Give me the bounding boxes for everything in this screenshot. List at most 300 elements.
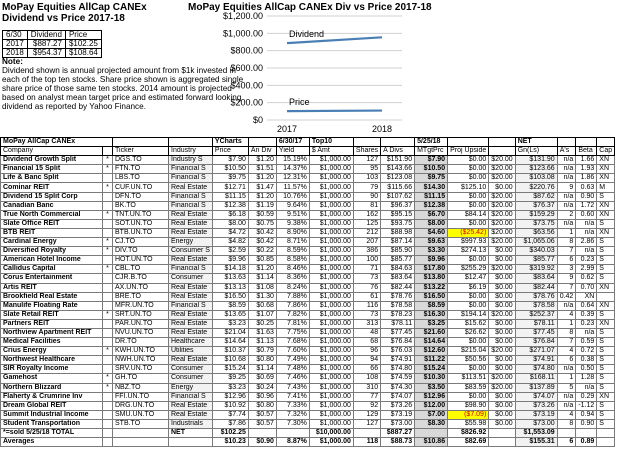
- shares-cell[interactable]: 310: [353, 383, 380, 392]
- avg-gain-loss[interactable]: $155.31: [515, 438, 557, 447]
- ticker-cell[interactable]: LBS.TO: [113, 174, 169, 183]
- price-cell[interactable]: $4.82: [212, 238, 248, 247]
- yield-cell[interactable]: 7.30%: [276, 419, 309, 428]
- cap-cell[interactable]: S: [597, 238, 615, 247]
- upside-extra-cell[interactable]: $20.00: [489, 165, 515, 174]
- ticker-cell[interactable]: DFN.TO: [113, 192, 169, 201]
- price-cell[interactable]: $10.92: [212, 401, 248, 410]
- yield-cell[interactable]: 7.33%: [276, 401, 309, 410]
- price-cell[interactable]: $12.38: [212, 201, 248, 210]
- beta-cell[interactable]: 0.38: [576, 356, 597, 365]
- company-cell[interactable]: Brookfield Real Estate: [1, 292, 103, 301]
- sheet-column-header[interactable]: A Divs: [381, 147, 415, 156]
- annual-div-cell[interactable]: $0.24: [248, 383, 276, 392]
- company-cell[interactable]: Cominar REIT: [1, 183, 103, 192]
- sold-mark-cell[interactable]: [103, 419, 113, 428]
- shares-cell[interactable]: 90: [353, 192, 380, 201]
- target-price-cell[interactable]: $9.63: [415, 238, 448, 247]
- upside-extra-cell[interactable]: $0.00: [489, 338, 515, 347]
- sold-mark-cell[interactable]: *: [103, 210, 113, 219]
- target-price-cell[interactable]: $11.22: [415, 356, 448, 365]
- annual-divs-cell[interactable]: $115.66: [381, 183, 415, 192]
- target-price-cell[interactable]: $13.80: [415, 274, 448, 283]
- annual-divs-cell[interactable]: $87.14: [381, 238, 415, 247]
- amount-cell[interactable]: $1,000.00: [309, 165, 353, 174]
- gain-loss-cell[interactable]: $78.58: [515, 301, 557, 310]
- upside-extra-cell[interactable]: $0.00: [489, 283, 515, 292]
- amount-cell[interactable]: $1,000.00: [309, 247, 353, 256]
- beta-cell[interactable]: 0.23: [576, 319, 597, 328]
- sold-mark-cell[interactable]: [103, 228, 113, 237]
- sold-mark-cell[interactable]: [103, 356, 113, 365]
- proj-upside-cell[interactable]: $0.00: [448, 338, 489, 347]
- upside-extra-cell[interactable]: $20.00: [489, 201, 515, 210]
- gain-loss-cell[interactable]: $271.07: [515, 347, 557, 356]
- shares-cell[interactable]: 212: [353, 228, 380, 237]
- analysts-cell[interactable]: n/a: [557, 174, 576, 183]
- ticker-cell[interactable]: DGS.TO: [113, 156, 169, 165]
- empty-cell[interactable]: [353, 429, 380, 438]
- sheet-header-cell[interactable]: [353, 138, 380, 147]
- upside-extra-cell[interactable]: $20.00: [489, 383, 515, 392]
- summary-cell[interactable]: $887.27: [27, 40, 65, 49]
- cap-cell[interactable]: M: [597, 183, 615, 192]
- company-cell[interactable]: Flaherty & Crumrine Inv: [1, 392, 103, 401]
- proj-upside-cell[interactable]: $84.14: [448, 210, 489, 219]
- annual-div-cell[interactable]: $0.79: [248, 347, 276, 356]
- ticker-cell[interactable]: SRV.UN.TO: [113, 365, 169, 374]
- annual-div-cell[interactable]: $0.69: [248, 374, 276, 383]
- annual-divs-cell[interactable]: $73.26: [381, 401, 415, 410]
- annual-divs-cell[interactable]: $123.08: [381, 174, 415, 183]
- annual-divs-cell[interactable]: $82.44: [381, 283, 415, 292]
- empty-cell[interactable]: [169, 438, 213, 447]
- yield-cell[interactable]: 7.60%: [276, 347, 309, 356]
- company-cell[interactable]: Northwest Healthcare: [1, 356, 103, 365]
- ticker-cell[interactable]: PAR.UN.TO: [113, 319, 169, 328]
- proj-upside-cell[interactable]: $0.00: [448, 174, 489, 183]
- annual-div-cell[interactable]: $0.25: [248, 319, 276, 328]
- proj-upside-cell[interactable]: $215.04: [448, 347, 489, 356]
- ticker-cell[interactable]: CJR.B.TO: [113, 274, 169, 283]
- sheet-header-cell[interactable]: [576, 138, 597, 147]
- annual-div-cell[interactable]: $0.42: [248, 228, 276, 237]
- cap-cell[interactable]: XN: [597, 201, 615, 210]
- sold-mark-cell[interactable]: *: [103, 310, 113, 319]
- shares-cell[interactable]: 76: [353, 283, 380, 292]
- beta-cell[interactable]: 0.70: [576, 283, 597, 292]
- proj-upside-cell[interactable]: $997.93: [448, 238, 489, 247]
- amount-cell[interactable]: $1,000.00: [309, 347, 353, 356]
- industry-cell[interactable]: Real Estate: [169, 219, 213, 228]
- amount-cell[interactable]: $1,000.00: [309, 419, 353, 428]
- price-cell[interactable]: $8.59: [212, 301, 248, 310]
- sold-mark-cell[interactable]: *: [103, 165, 113, 174]
- analysts-cell[interactable]: n/a: [557, 401, 576, 410]
- cap-cell[interactable]: S: [597, 401, 615, 410]
- target-price-cell[interactable]: $7.90: [415, 156, 448, 165]
- shares-cell[interactable]: 207: [353, 238, 380, 247]
- annual-divs-cell[interactable]: $78.23: [381, 310, 415, 319]
- analysts-cell[interactable]: 7: [557, 283, 576, 292]
- analysts-cell[interactable]: 8: [557, 238, 576, 247]
- yield-cell[interactable]: 7.46%: [276, 374, 309, 383]
- yield-cell[interactable]: 15.19%: [276, 156, 309, 165]
- proj-upside-cell[interactable]: $0.00: [448, 292, 489, 301]
- analysts-cell[interactable]: 8: [557, 328, 576, 337]
- industry-cell[interactable]: Real Estate: [169, 410, 213, 419]
- ticker-cell[interactable]: DR.TO: [113, 338, 169, 347]
- cap-cell[interactable]: XN: [597, 165, 615, 174]
- shares-cell[interactable]: 116: [353, 301, 380, 310]
- cap-cell[interactable]: S: [597, 419, 615, 428]
- gain-loss-cell[interactable]: $74.07: [515, 392, 557, 401]
- sold-mark-cell[interactable]: [103, 328, 113, 337]
- shares-cell[interactable]: 79: [353, 183, 380, 192]
- target-price-cell[interactable]: $9.75: [415, 174, 448, 183]
- gain-loss-cell[interactable]: $83.64: [515, 274, 557, 283]
- proj-upside-cell[interactable]: $15.62: [448, 319, 489, 328]
- amount-cell[interactable]: $1,000.00: [309, 301, 353, 310]
- annual-div-cell[interactable]: $0.57: [248, 410, 276, 419]
- beta-cell[interactable]: 0.94: [576, 410, 597, 419]
- ticker-cell[interactable]: CUF.UN.TO: [113, 183, 169, 192]
- amount-cell[interactable]: $1,000.00: [309, 319, 353, 328]
- yield-cell[interactable]: 7.82%: [276, 310, 309, 319]
- yield-cell[interactable]: 8.90%: [276, 228, 309, 237]
- company-cell[interactable]: Callidus Capital: [1, 265, 103, 274]
- amount-cell[interactable]: $1,000.00: [309, 183, 353, 192]
- analysts-cell[interactable]: 7: [557, 338, 576, 347]
- shares-cell[interactable]: 103: [353, 174, 380, 183]
- company-cell[interactable]: SIR Royalty Income: [1, 365, 103, 374]
- avg-yield[interactable]: 8.87%: [276, 438, 309, 447]
- sold-mark-cell[interactable]: *: [103, 265, 113, 274]
- empty-cell[interactable]: [557, 429, 576, 438]
- cap-cell[interactable]: S: [597, 328, 615, 337]
- gain-loss-cell[interactable]: $340.03: [515, 247, 557, 256]
- industry-cell[interactable]: Real Estate: [169, 356, 213, 365]
- upside-extra-cell[interactable]: $0.00: [489, 247, 515, 256]
- beta-cell[interactable]: 1.28: [576, 374, 597, 383]
- gain-loss-cell[interactable]: $220.76: [515, 183, 557, 192]
- price-cell[interactable]: $7.74: [212, 410, 248, 419]
- annual-divs-cell[interactable]: $74.59: [381, 374, 415, 383]
- yield-cell[interactable]: 8.58%: [276, 256, 309, 265]
- cap-cell[interactable]: S: [597, 247, 615, 256]
- cap-cell[interactable]: S: [597, 192, 615, 201]
- sold-mark-cell[interactable]: [103, 192, 113, 201]
- price-cell[interactable]: $8.00: [212, 219, 248, 228]
- shares-cell[interactable]: 96: [353, 347, 380, 356]
- cap-cell[interactable]: S: [597, 274, 615, 283]
- industry-cell[interactable]: Energy: [169, 238, 213, 247]
- analysts-cell[interactable]: 4: [557, 347, 576, 356]
- ticker-cell[interactable]: NVU.UN.TO: [113, 328, 169, 337]
- company-cell[interactable]: Slate Retail REIT: [1, 310, 103, 319]
- beta-cell[interactable]: XN: [576, 292, 597, 301]
- sold-mark-cell[interactable]: [103, 292, 113, 301]
- price-cell[interactable]: $21.04: [212, 328, 248, 337]
- industry-cell[interactable]: Financial S: [169, 201, 213, 210]
- shares-cell[interactable]: 127: [353, 419, 380, 428]
- proj-upside-cell[interactable]: $0.00: [448, 301, 489, 310]
- sheet-column-header[interactable]: Ticker: [113, 147, 169, 156]
- upside-extra-cell[interactable]: $20.00: [489, 228, 515, 237]
- cap-cell[interactable]: S: [597, 365, 615, 374]
- proj-upside-cell[interactable]: ($7.09): [448, 410, 489, 419]
- sheet-column-header[interactable]: A's: [557, 147, 576, 156]
- upside-extra-cell[interactable]: $0.00: [489, 256, 515, 265]
- analysts-cell[interactable]: 1: [557, 228, 576, 237]
- analysts-cell[interactable]: 1: [557, 374, 576, 383]
- analysts-cell[interactable]: 1: [557, 319, 576, 328]
- cap-cell[interactable]: XN: [597, 174, 615, 183]
- shares-cell[interactable]: 61: [353, 292, 380, 301]
- analysts-cell[interactable]: n/a: [557, 301, 576, 310]
- annual-divs-cell[interactable]: $74.30: [381, 383, 415, 392]
- company-cell[interactable]: Northern Blizzard: [1, 383, 103, 392]
- industry-cell[interactable]: Consumer: [169, 365, 213, 374]
- amount-cell[interactable]: $1,000.00: [309, 310, 353, 319]
- sheet-column-header[interactable]: Proj Upside: [448, 147, 489, 156]
- amount-cell[interactable]: $1,000.00: [309, 392, 353, 401]
- sheet-header-cell[interactable]: [248, 138, 276, 147]
- amount-cell[interactable]: $1,000.00: [309, 383, 353, 392]
- analysts-cell[interactable]: 8: [557, 419, 576, 428]
- annual-div-cell[interactable]: $0.57: [248, 419, 276, 428]
- annual-divs-cell[interactable]: $74.80: [381, 365, 415, 374]
- amount-cell[interactable]: $1,000.00: [309, 292, 353, 301]
- annual-div-cell[interactable]: $0.80: [248, 356, 276, 365]
- yield-cell[interactable]: 11.57%: [276, 183, 309, 192]
- shares-cell[interactable]: 48: [353, 328, 380, 337]
- ticker-cell[interactable]: BRE.TO: [113, 292, 169, 301]
- avg-shares[interactable]: 118: [353, 438, 380, 447]
- sold-mark-cell[interactable]: [103, 392, 113, 401]
- cap-cell[interactable]: S: [597, 374, 615, 383]
- price-cell[interactable]: $13.63: [212, 274, 248, 283]
- ticker-cell[interactable]: SMU.UN.TO: [113, 410, 169, 419]
- analysts-cell[interactable]: 5: [557, 383, 576, 392]
- analysts-cell[interactable]: n/a: [557, 165, 576, 174]
- sheet-header-cell[interactable]: Top10: [309, 138, 353, 147]
- price-cell[interactable]: $6.18: [212, 210, 248, 219]
- target-price-cell[interactable]: $16.30: [415, 310, 448, 319]
- totals-net-label[interactable]: NET: [169, 429, 213, 438]
- annual-div-cell[interactable]: $0.59: [248, 210, 276, 219]
- amount-cell[interactable]: $1,000.00: [309, 219, 353, 228]
- price-cell[interactable]: $9.25: [212, 374, 248, 383]
- yield-cell[interactable]: 8.59%: [276, 247, 309, 256]
- company-cell[interactable]: Diversified Royalty: [1, 247, 103, 256]
- gain-loss-cell[interactable]: $168.11: [515, 374, 557, 383]
- sold-mark-cell[interactable]: [103, 174, 113, 183]
- industry-cell[interactable]: Industrials: [169, 419, 213, 428]
- empty-cell[interactable]: [103, 438, 113, 447]
- analysts-cell[interactable]: 3: [557, 265, 576, 274]
- annual-div-cell[interactable]: $1.14: [248, 365, 276, 374]
- shares-cell[interactable]: 66: [353, 365, 380, 374]
- sold-mark-cell[interactable]: [103, 283, 113, 292]
- cap-cell[interactable]: XN: [597, 283, 615, 292]
- company-cell[interactable]: Canadian Banc: [1, 201, 103, 210]
- proj-upside-cell[interactable]: $0.00: [448, 219, 489, 228]
- price-cell[interactable]: $9.96: [212, 256, 248, 265]
- sheet-column-header[interactable]: Cap: [597, 147, 615, 156]
- yield-cell[interactable]: 9.51%: [276, 210, 309, 219]
- empty-cell[interactable]: [103, 429, 113, 438]
- beta-cell[interactable]: 0.29: [576, 392, 597, 401]
- analysts-cell[interactable]: n/a: [557, 156, 576, 165]
- empty-cell[interactable]: [248, 429, 276, 438]
- industry-cell[interactable]: Financial S: [169, 174, 213, 183]
- totals-gain-loss[interactable]: $1,553.09: [515, 429, 557, 438]
- target-price-cell[interactable]: $6.70: [415, 210, 448, 219]
- sold-mark-cell[interactable]: *: [103, 374, 113, 383]
- beta-cell[interactable]: 1.72: [576, 201, 597, 210]
- yield-cell[interactable]: 8.71%: [276, 238, 309, 247]
- ticker-cell[interactable]: CBL.TO: [113, 265, 169, 274]
- ticker-cell[interactable]: SOT.UN.TO: [113, 219, 169, 228]
- proj-upside-cell[interactable]: $255.29: [448, 265, 489, 274]
- averages-label[interactable]: Averages: [1, 438, 103, 447]
- cap-cell[interactable]: S: [597, 265, 615, 274]
- target-price-cell[interactable]: $21.60: [415, 328, 448, 337]
- ticker-cell[interactable]: FTN.TO: [113, 165, 169, 174]
- target-price-cell[interactable]: $3.25: [415, 319, 448, 328]
- beta-cell[interactable]: 1.93: [576, 165, 597, 174]
- yield-cell[interactable]: 7.49%: [276, 356, 309, 365]
- shares-cell[interactable]: 125: [353, 219, 380, 228]
- annual-div-cell[interactable]: $0.68: [248, 301, 276, 310]
- yield-cell[interactable]: 7.43%: [276, 383, 309, 392]
- sheet-column-header[interactable]: [489, 147, 515, 156]
- annual-div-cell[interactable]: $1.47: [248, 183, 276, 192]
- yield-cell[interactable]: 9.64%: [276, 201, 309, 210]
- company-cell[interactable]: American Hotel Income: [1, 256, 103, 265]
- upside-extra-cell[interactable]: $20.00: [489, 210, 515, 219]
- shares-cell[interactable]: 73: [353, 274, 380, 283]
- sheet-column-header[interactable]: Gn(Ls): [515, 147, 557, 156]
- cap-cell[interactable]: S: [597, 410, 615, 419]
- gain-loss-cell[interactable]: $123.66: [515, 165, 557, 174]
- amount-cell[interactable]: $1,000.00: [309, 365, 353, 374]
- annual-divs-cell[interactable]: $78.11: [381, 319, 415, 328]
- gain-loss-cell[interactable]: $78.76: [515, 292, 557, 301]
- beta-cell[interactable]: 0.23: [576, 256, 597, 265]
- totals-price[interactable]: $102.25: [212, 429, 248, 438]
- company-cell[interactable]: Dividend Growth Split: [1, 156, 103, 165]
- industry-cell[interactable]: Financial S: [169, 165, 213, 174]
- beta-cell[interactable]: 0.59: [576, 338, 597, 347]
- amount-cell[interactable]: $1,000.00: [309, 174, 353, 183]
- gain-loss-cell[interactable]: $137.89: [515, 383, 557, 392]
- proj-upside-cell[interactable]: $98.90: [448, 401, 489, 410]
- industry-cell[interactable]: Consumer S: [169, 247, 213, 256]
- industry-cell[interactable]: Real Estate: [169, 292, 213, 301]
- annual-div-cell[interactable]: $1.20: [248, 265, 276, 274]
- yield-cell[interactable]: 7.86%: [276, 301, 309, 310]
- upside-extra-cell[interactable]: $0.00: [489, 401, 515, 410]
- summary-cell[interactable]: $108.64: [65, 49, 101, 58]
- target-price-cell[interactable]: $8.00: [415, 219, 448, 228]
- yield-cell[interactable]: 7.68%: [276, 338, 309, 347]
- proj-upside-cell[interactable]: $113.51: [448, 374, 489, 383]
- upside-extra-cell[interactable]: $0.00: [489, 274, 515, 283]
- ticker-cell[interactable]: DRG.UN.TO: [113, 401, 169, 410]
- company-cell[interactable]: Student Transportation: [1, 419, 103, 428]
- annual-divs-cell[interactable]: $85.90: [381, 247, 415, 256]
- yield-cell[interactable]: 7.32%: [276, 410, 309, 419]
- annual-divs-cell[interactable]: $96.37: [381, 201, 415, 210]
- gain-loss-cell[interactable]: $131.90: [515, 156, 557, 165]
- upside-extra-cell[interactable]: $0.00: [489, 319, 515, 328]
- price-cell[interactable]: $4.72: [212, 228, 248, 237]
- target-price-cell[interactable]: $12.96: [415, 392, 448, 401]
- beta-cell[interactable]: 0.72: [576, 347, 597, 356]
- sold-mark-cell[interactable]: [103, 274, 113, 283]
- proj-upside-cell[interactable]: $0.00: [448, 192, 489, 201]
- annual-div-cell[interactable]: $0.75: [248, 219, 276, 228]
- cap-cell[interactable]: XN: [597, 392, 615, 401]
- price-cell[interactable]: $3.23: [212, 319, 248, 328]
- annual-div-cell[interactable]: $0.22: [248, 247, 276, 256]
- target-price-cell[interactable]: $17.80: [415, 265, 448, 274]
- sheet-column-header[interactable]: MTgtPrc: [415, 147, 448, 156]
- beta-cell[interactable]: n/a: [576, 328, 597, 337]
- company-cell[interactable]: Partners REIT: [1, 319, 103, 328]
- proj-upside-cell[interactable]: $55.98: [448, 419, 489, 428]
- shares-cell[interactable]: 162: [353, 210, 380, 219]
- gain-loss-cell[interactable]: $82.44: [515, 283, 557, 292]
- industry-cell[interactable]: Utilities: [169, 347, 213, 356]
- sold-mark-cell[interactable]: *: [103, 347, 113, 356]
- upside-extra-cell[interactable]: $20.00: [489, 310, 515, 319]
- sheet-column-header[interactable]: Shares: [353, 147, 380, 156]
- yield-cell[interactable]: 12.31%: [276, 174, 309, 183]
- summary-cell[interactable]: $954.37: [27, 49, 65, 58]
- ticker-cell[interactable]: CJ.TO: [113, 238, 169, 247]
- upside-extra-cell[interactable]: $0.00: [489, 301, 515, 310]
- sold-mark-cell[interactable]: [103, 401, 113, 410]
- amount-cell[interactable]: $1,000.00: [309, 401, 353, 410]
- cap-cell[interactable]: S: [597, 338, 615, 347]
- upside-extra-cell[interactable]: $20.00: [489, 238, 515, 247]
- price-cell[interactable]: $7.90: [212, 156, 248, 165]
- analysts-cell[interactable]: n/a: [557, 219, 576, 228]
- gain-loss-cell[interactable]: $77.45: [515, 328, 557, 337]
- beta-cell[interactable]: 0.64: [576, 301, 597, 310]
- sold-mark-cell[interactable]: *: [103, 156, 113, 165]
- shares-cell[interactable]: 95: [353, 165, 380, 174]
- yield-cell[interactable]: 10.76%: [276, 192, 309, 201]
- ticker-cell[interactable]: GH.TO: [113, 374, 169, 383]
- sheet-header-cell[interactable]: [557, 138, 576, 147]
- proj-upside-cell[interactable]: $0.00: [448, 156, 489, 165]
- cap-cell[interactable]: S: [597, 256, 615, 265]
- proj-upside-cell[interactable]: $274.13: [448, 247, 489, 256]
- beta-cell[interactable]: 1.66: [576, 156, 597, 165]
- beta-cell[interactable]: 0.39: [576, 310, 597, 319]
- company-cell[interactable]: Manulife Floating Rate: [1, 301, 103, 310]
- cap-cell[interactable]: S: [597, 219, 615, 228]
- sheet-column-header[interactable]: [103, 147, 113, 156]
- beta-cell[interactable]: 0.62: [576, 274, 597, 283]
- sold-mark-cell[interactable]: *: [103, 238, 113, 247]
- gain-loss-cell[interactable]: $74.80: [515, 365, 557, 374]
- yield-cell[interactable]: 7.88%: [276, 292, 309, 301]
